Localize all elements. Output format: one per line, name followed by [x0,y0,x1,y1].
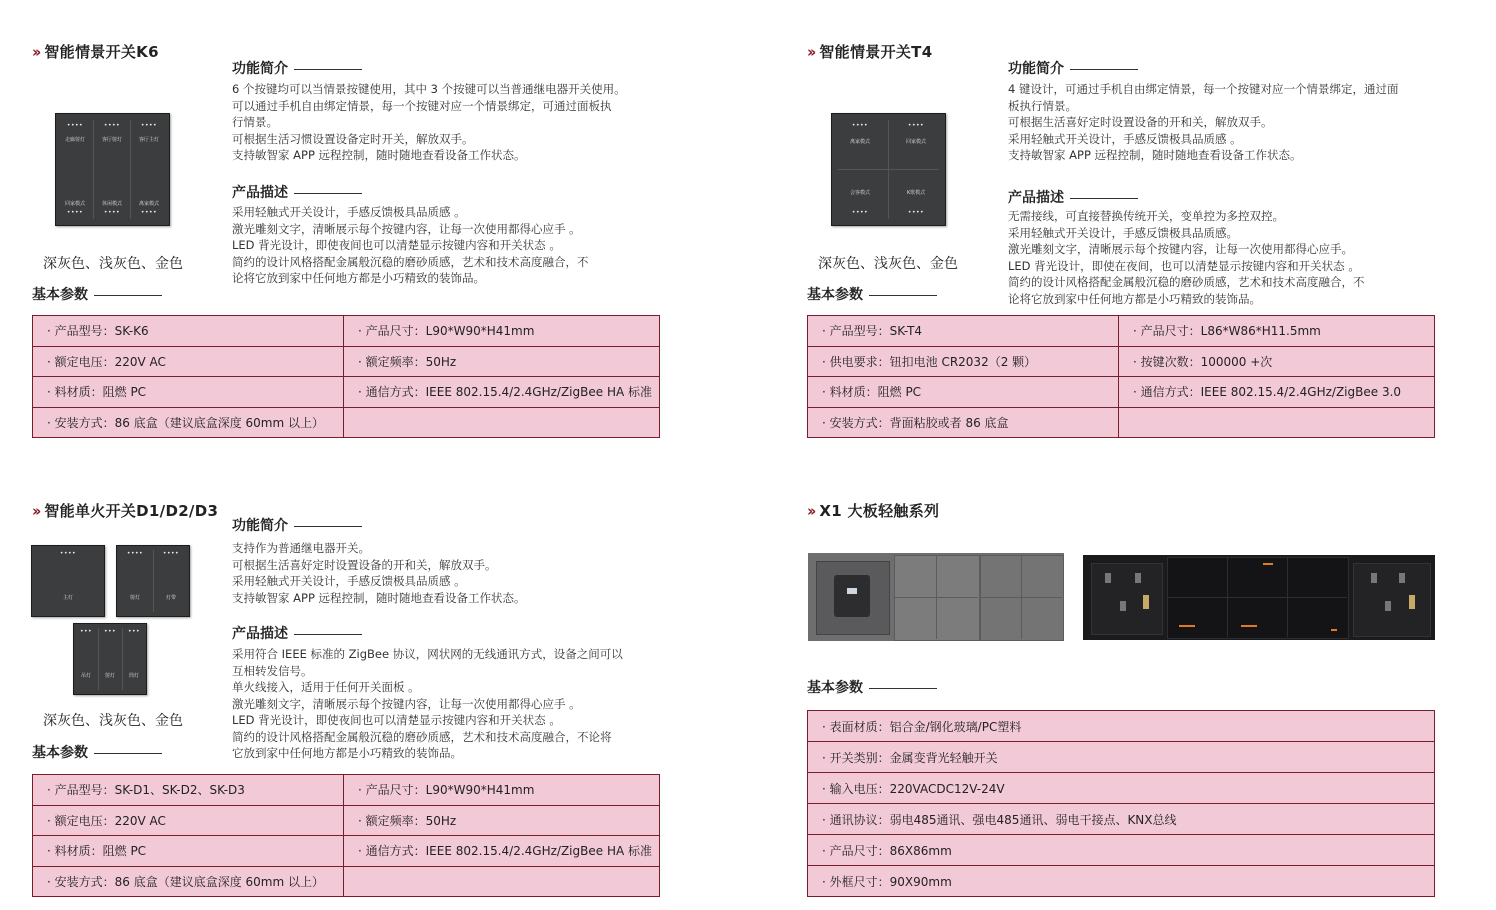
k6-desc-heading: 产品描述 [232,182,362,202]
k6-params-heading: 基本参数 [32,284,162,304]
d3-device-image: ••• ••• ••• 吊灯 射灯 筒灯 [73,623,147,695]
table-row: · 表面材质：铝合金/钢化玻璃/PC塑料 [808,711,1435,742]
chevron-right-icon: ›› [32,43,39,61]
table-row: · 料材质：阻燃 PC · 通信方式：IEEE 802.15.4/2.4GHz/ZigBee 3.0 [808,377,1435,408]
d-colors: 深灰色、浅灰色、金色 [43,713,183,729]
table-row: · 安装方式：86 底盒（建议底盒深度 60mm 以上） [33,407,660,438]
d-params-table [32,774,660,897]
t4-func-heading: 功能简介 [1008,58,1138,78]
table-row: · 安装方式：背面粘胶或者 86 底盒 [808,407,1435,438]
d-func-text: 支持作为普通继电器开关。 可根据生活喜好定时设置设备的开和关，解放双手。 采用轻触式开关设计，手感反馈极具品质感 。 支持敏智家 APP 远程控制，随时随地查看设备工作状态。 [232,541,526,605]
table-row: · 额定电压：220V AC · 额定频率：50Hz [33,346,660,377]
k6-desc-text: 采用轻触式开关设计，手感反馈极具品质感 。 激光雕刻文字，清晰展示每个按键内容，让每一次使用都得心应手 。 LED 背光设计，即使夜间也可以清楚显示按键内容和开关状态 。 简约的设计风格搭配金属般沉稳的磨砂质感，艺术和技术高度融合，不 论将它放到家中任何地方都是小巧精致的装饰品。 [232,205,589,285]
section-title-k6: ›› 智能情景开关K6 [32,43,159,61]
t4-func-text: 4 键设计，可通过手机自由绑定情景，每一个按键对应一个情景绑定，通过面 板执行情景。 可根据生活喜好定时设置设备的开和关，解放双手。 采用轻触式开关设计，手感反馈极具品质感 。 支持敏智家 APP 远程控制，随时随地查看设备工作状态。 [1008,82,1399,162]
section-title-d: ›› 智能单火开关D1/D2/D3 [32,502,219,520]
d-params-heading: 基本参数 [32,742,162,762]
d2-device-image: •••• •••• 射灯 灯带 [116,545,190,617]
d-desc-text: 采用符合 IEEE 标准的 ZigBee 协议，网状网的无线通讯方式，设备之间可以 互相转发信号。 单火线接入，适用于任何开关面板 。 激光雕刻文字，清晰展示每个按键内容，让每一次使用都得心应手 。 LED 背光设计，即使夜间也可以清楚显示按键内容和开关状态 。 简约的设计风格搭配金属般沉稳的磨砂质感，艺术和技术高度融合，不论将 它放到家中任何地方都是小巧精致的装饰品。 [232,647,623,760]
section-title-t4: ›› 智能情景开关T4 [807,43,933,61]
k6-func-heading: 功能简介 [232,58,362,78]
section-title-x1: ›› X1 大板轻触系列 [807,502,940,520]
table-row: · 开关类别：金属变背光轻触开关 [808,742,1435,773]
chevron-right-icon: ›› [32,502,39,520]
k6-colors: 深灰色、浅灰色、金色 [43,256,183,272]
table-row: · 料材质：阻燃 PC · 通信方式：IEEE 802.15.4/2.4GHz/ZigBee HA 标准 [33,377,660,408]
t4-colors: 深灰色、浅灰色、金色 [818,256,958,272]
x1-grey-panel-image [808,553,1064,641]
table-row: · 通讯协议：弱电485通讯、强电485通讯、弱电干接点、KNX总线 [808,804,1435,835]
t4-desc-heading: 产品描述 [1008,187,1138,207]
table-row: · 产品尺寸：86X86mm [808,835,1435,866]
table-row: · 产品型号：SK-D1、SK-D2、SK-D3 · 产品尺寸：L90*W90*H41mm [33,775,660,806]
k6-device-image: •••• •••• •••• 走廊射灯 客厅射灯 客厅主灯 回家模式 休闲模式 离家模式 •••• •••• •••• [55,113,170,226]
t4-device-image: •••• •••• 离家模式 回家模式 会客模式 K歌模式 •••• •••• [831,113,946,226]
table-row: · 产品型号：SK-T4 · 产品尺寸：L86*W86*H11.5mm [808,316,1435,347]
d-desc-heading: 产品描述 [232,623,362,643]
d-func-heading: 功能简介 [232,515,362,535]
table-row: · 额定电压：220V AC · 额定频率：50Hz [33,805,660,836]
table-row: · 供电要求：钮扣电池 CR2032（2 颗） · 按键次数：100000 +次 [808,346,1435,377]
table-row: · 安装方式：86 底盒（建议底盒深度 60mm 以上） [33,866,660,897]
x1-black-panel-image [1083,555,1435,640]
k6-params-table [32,315,660,438]
x1-params-table [807,710,1435,897]
chevron-right-icon: ›› [807,502,814,520]
t4-params-heading: 基本参数 [807,284,937,304]
table-row: · 料材质：阻燃 PC · 通信方式：IEEE 802.15.4/2.4GHz/ZigBee HA 标准 [33,836,660,867]
t4-params-table [807,315,1435,438]
t4-desc-text: 无需接线，可直接替换传统开关，变单控为多控双控。 采用轻触式开关设计，手感反馈极具品质感。 激光雕刻文字，清晰展示每个按键内容，让每一次使用都得心应手。 LED 背光设计，即使在夜间，也可以清楚显示按键内容和开关状态 。 简约的设计风格搭配金属般沉稳的磨砂质感，艺术和技术高度融合，不 论将它放到家中任何地方都是小巧精致的装饰品。 [1008,209,1365,306]
table-row: · 输入电压：220VACDC12V-24V [808,773,1435,804]
d1-device-image: •••• 主灯 [31,545,105,617]
x1-params-heading: 基本参数 [807,677,937,697]
table-row: · 外框尺寸：90X90mm [808,866,1435,897]
k6-func-text: 6 个按键均可以当情景按键使用，其中 3 个按键可以当普通继电器开关使用。 可以通过手机自由绑定情景，每一个按键对应一个情景绑定，可通过面板执 行情景。 可根据生活习惯设置设备定时开关，解放双手。 支持敏智家 APP 远程控制，随时随地查看设备工作状态。 [232,82,626,162]
table-row: · 产品型号：SK-K6 · 产品尺寸：L90*W90*H41mm [33,316,660,347]
chevron-right-icon: ›› [807,43,814,61]
